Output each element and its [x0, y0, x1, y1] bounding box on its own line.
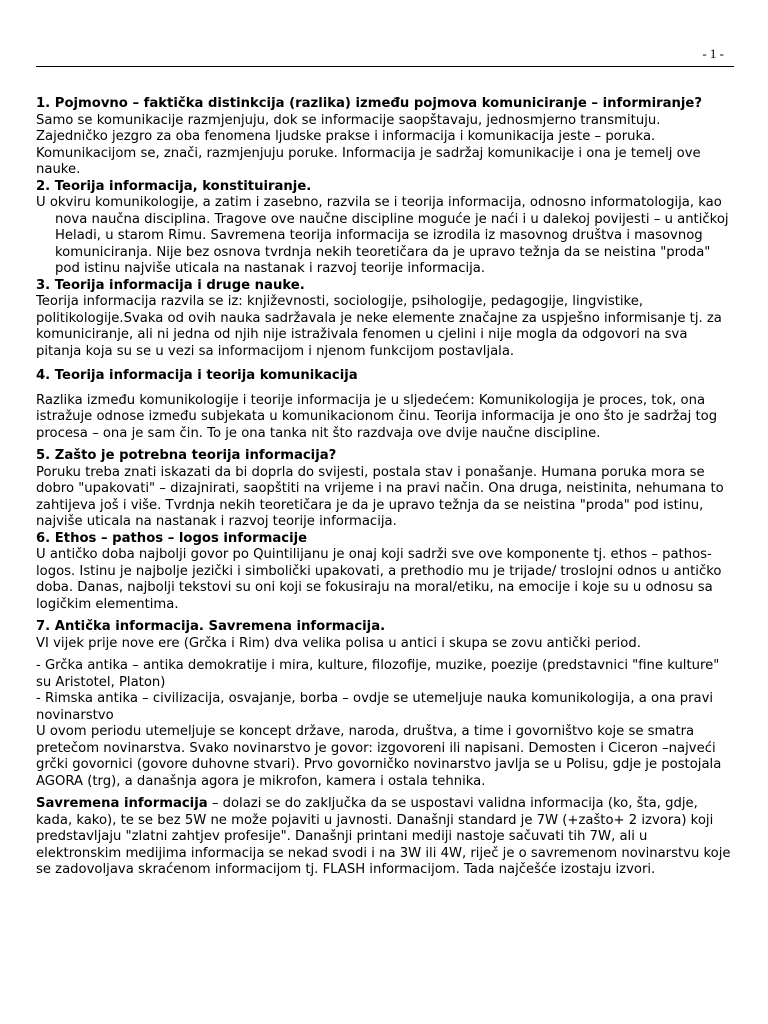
document-body — [36, 96, 736, 879]
section-5-heading: 5. Zašto je potrebna teorija informacija? — [36, 448, 337, 463]
greek-antiquity-item: - Grčka antika – antika demokratije i mira, kulture, filozofije, muzike, poezije (predstavnici "fine kulture" su Aristotel, Platon) — [36, 658, 720, 690]
section-7-period: U ovom periodu utemeljuje se koncept države, naroda, društva, a time i govorništvo koje se smatra pretečom novinarstva. Svako novinarstvo je govor: izgovoreni ili napisani. Demosten i Ciceron –najveći grčki govornici (govore duhovne stvari). Prvo govorničko novinarstvo javlja se u Polisu, gdje je postojala AGORA (trg), a današnja agora je mikrofon, kamera i ostala tehnika. — [36, 724, 722, 789]
section-7-heading: 7. Antička informacija. Savremena informacija. — [36, 619, 386, 634]
modern-information-paragraph — [36, 796, 736, 879]
section-4-body: Razlika između komunikologije i teorije informacija je u sljedećem: Komunikologija je proces, tok, ona istražuje odnose između subjekata u komunikacionom činu. Teorija informacija je ono što je sadržaj tog procesa – ona je sam čin. To je ona tanka nit što razdvaja ove dvije naučne discipline. — [36, 392, 718, 441]
modern-information-body: – dolazi se do zaključka da se uspostavi validna informacija (ko, šta, gdje, kada, kako), te se bez 5W ne može pojaviti u javnosti. Današnji standard je 7W (+zašto+ 2 izvora) koji predstavljaju "zlatni zahtjev profesije". Današnji printani mediji nastoje sačuvati tih 7W, ali u elektronskim medijima informacija se nekad svodi i na 3W ili 4W, riječ je o savremenom novinarstvu koje se zadovoljava skraćenom informacijom tj. FLASH informacijom. Tada najčešće izostaju izvori. — [36, 796, 731, 877]
modern-information-term: Savremena informacija — [36, 796, 208, 811]
section-5-body: Poruku treba znati iskazati da bi doprla do svijesti, postala stav i ponašanje. Humana poruka mora se dobro "upakovati" – dizajnirati, saopštiti na vrijeme i na pravi način. Ona druga, neistinita, nehumana to zahtijeva još i više. Tvrdnja nekih teoretičara je da je upravo težnja da se neistina "proda" pod istinu, najviše uticala na nastanak i razvoj teorije informacija. — [36, 464, 724, 529]
section-6-body: U antičko doba najbolji govor po Quintilijanu je onaj koji sadrži sve ove komponente tj. ethos – pathos- logos. Istinu je najbolje jezički i simbolički upakovati, a prethodio mu je trijade/ troslojni odnos u antičko doba. Danas, najbolji tekstovi su oni koji se fokusiraju na moral/etiku, na emocije i koje su u odnosu sa logičkim elementima. — [36, 547, 722, 612]
header-rule — [36, 66, 734, 67]
page-number: - 1 - — [702, 46, 724, 61]
section-3-heading: 3. Teorija informacija i druge nauke. — [36, 277, 305, 293]
section-7-intro: VI vijek prije nove ere (Grčka i Rim) dva velika polisa u antici i skupa se zovu antički period. — [36, 635, 641, 651]
section-1-body: Samo se komunikacije razmjenjuju, dok se informacije saopštavaju, jednosmjerno transmituju. Zajedničko jezgro za oba fenomena ljudske prakse i informacija i komunikacija jeste – poruka. Komunikacijom se, znači, razmjenjuju poruke. Informacija je sadržaj komunikacije i ona je temelj ove nauke. — [36, 112, 701, 177]
section-2-body: U okviru komunikologije, a zatim i zasebno, razvila se i teorija informacija, odnosno informatologija, kao nova naučna disciplina. Tragove ove naučne discipline moguće je naći i u dalekoj povijesti – u antičkoj Heladi, u starom Rimu. Savremena teorija informacija se izrodila iz masovnog društva i masovnog komuniciranja. Nije bez osnova tvrdnja nekih teoretičara da je upravo težnja da se neistina "proda" pod istinu najviše uticala na nastanak i razvoj teorije informacija. — [36, 195, 729, 276]
section-6-heading: 6. Ethos – pathos – logos informacije — [36, 530, 308, 546]
section-1-heading: 1. Pojmovno – faktička distinkcija (razlika) između pojmova komuniciranje – informiranje? — [36, 96, 702, 111]
roman-antiquity-item: - Rimska antika – civilizacija, osvajanje, borba – ovdje se utemeljuje nauka komunikologija, a ona pravi novinarstvo — [36, 691, 714, 723]
section-2-heading: 2. Teorija informacija, konstituiranje. — [36, 178, 312, 194]
section-3-body: Teorija informacija razvila se iz: književnosti, sociologije, psihologije, pedagogije, lingvistike, politikologije.Svaka od ovih nauka sadržavala je neke elemente značajne za uspješno informisanje tj. za komuniciranje, ali ni jedna od njih nije istraživala fenomen u cjelini i nije mogla da odgovori na sva pitanja koja su se u vezi sa informacijom i njenom funkcijom postavljala. — [36, 294, 722, 359]
section-4-heading: 4. Teorija informacija i teorija komunikacija — [36, 368, 358, 383]
